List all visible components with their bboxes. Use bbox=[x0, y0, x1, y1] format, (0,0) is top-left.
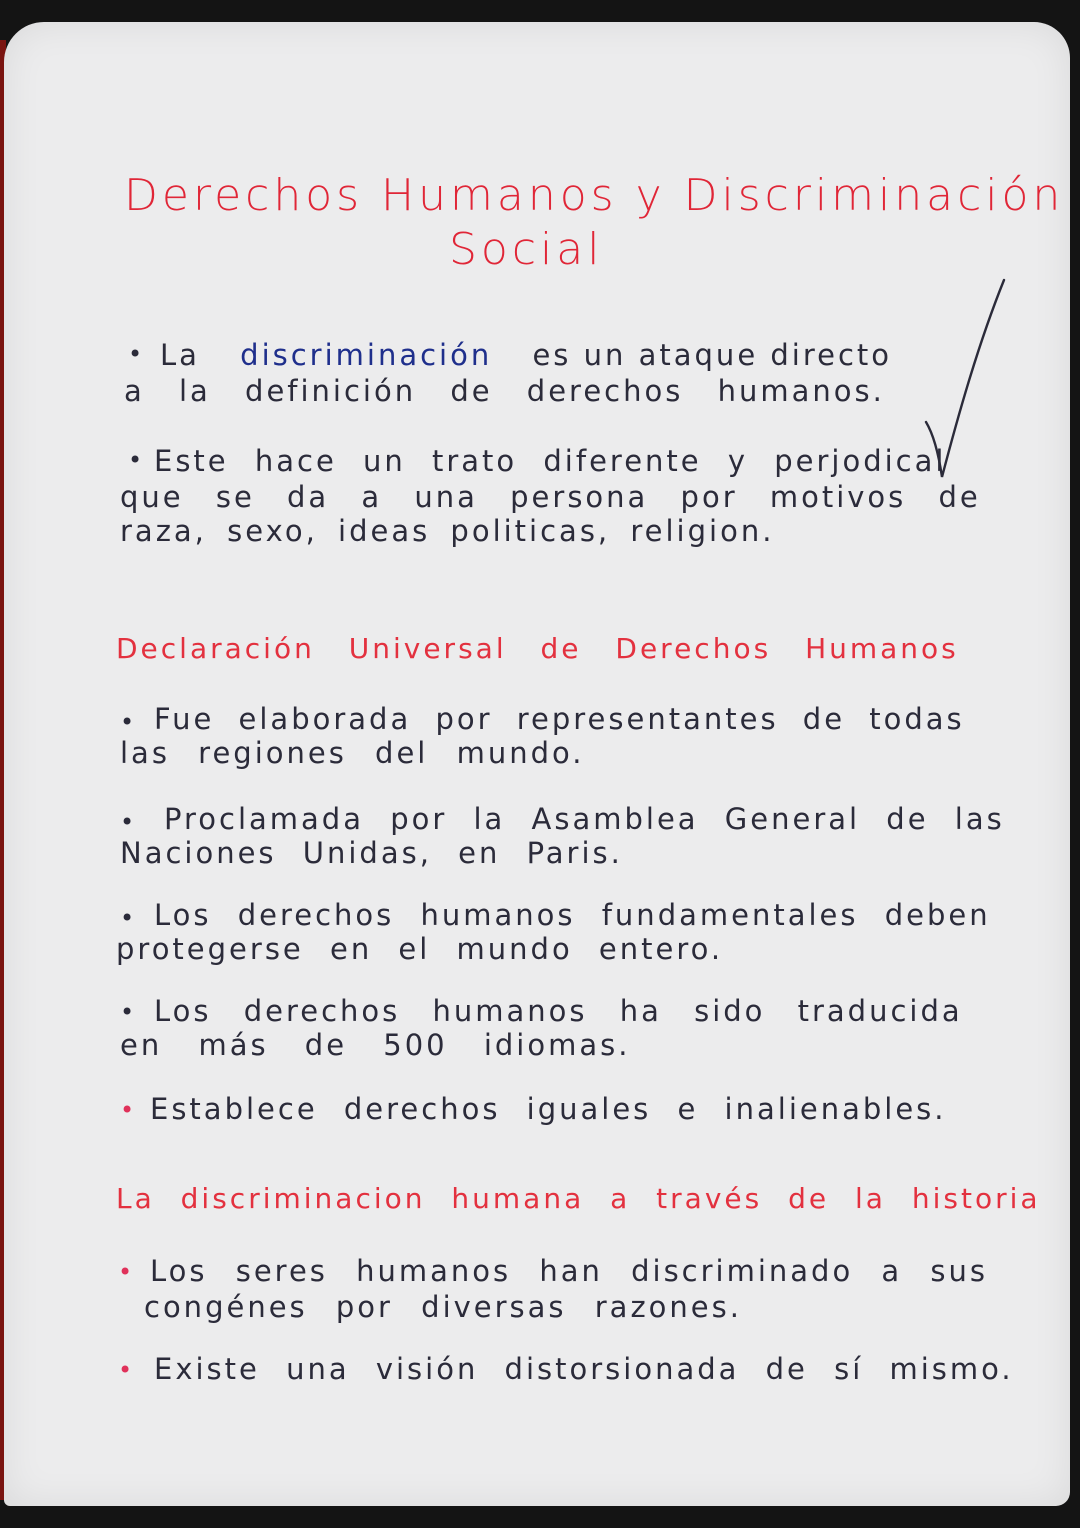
intro-p1-line2: a la definición de derechos humanos. bbox=[124, 374, 885, 408]
bullet-dot: • bbox=[128, 340, 143, 368]
bullet-dot: • bbox=[118, 1258, 133, 1286]
declaracion-item3-line1: Los derechos humanos fundamentales deben bbox=[154, 898, 991, 932]
intro-p1-end: es un ataque directo bbox=[532, 338, 893, 372]
intro-p2-line1: Este hace un trato diferente y perjodical bbox=[154, 444, 947, 478]
bullet-dot: • bbox=[120, 808, 135, 836]
notebook-page bbox=[4, 22, 1070, 1506]
historia-item1-line2: congénes por diversas razones. bbox=[144, 1290, 742, 1324]
declaracion-item2-line2: Naciones Unidas, en Paris. bbox=[120, 836, 623, 870]
bullet-dot: • bbox=[120, 708, 135, 736]
declaracion-item2-line1: Proclamada por la Asamblea General de las bbox=[164, 802, 1005, 836]
intro-p1-line1 bbox=[160, 338, 892, 372]
declaracion-item1-line2: las regiones del mundo. bbox=[120, 736, 585, 770]
discriminacion-highlight: discriminación bbox=[240, 338, 493, 372]
historia-item1-line1: Los seres humanos han discriminado a sus bbox=[150, 1254, 989, 1288]
section-heading-historia: La discriminacion humana a través de la historia bbox=[116, 1182, 1041, 1215]
bullet-dot: • bbox=[120, 904, 135, 932]
declaracion-item3-line2: protegerse en el mundo entero. bbox=[116, 932, 724, 966]
bullet-dot: • bbox=[128, 446, 143, 474]
historia-item2-line1: Existe una visión distorsionada de sí mismo. bbox=[154, 1352, 1014, 1386]
bullet-dot: • bbox=[118, 1356, 133, 1384]
page-title-line2: Social bbox=[449, 224, 604, 275]
intro-p1-start: La bbox=[160, 338, 200, 372]
intro-p2-line2: que se da a una persona por motivos de bbox=[120, 480, 981, 514]
intro-p2-line3: raza, sexo, ideas politicas, religion. bbox=[120, 514, 775, 548]
page-title-line1: Derechos Humanos y Discriminación bbox=[124, 170, 1065, 221]
declaracion-item5-line1: Establece derechos iguales e inalienables. bbox=[150, 1092, 947, 1126]
bullet-dot: • bbox=[120, 1096, 135, 1124]
bullet-dot: • bbox=[120, 998, 135, 1026]
declaracion-item4-line1: Los derechos humanos ha sido traducida bbox=[154, 994, 963, 1028]
declaracion-item4-line2: en más de 500 idiomas. bbox=[120, 1028, 631, 1062]
section-heading-declaracion: Declaración Universal de Derechos Humanos bbox=[116, 632, 959, 665]
declaracion-item1-line1: Fue elaborada por representantes de todas bbox=[154, 702, 965, 736]
